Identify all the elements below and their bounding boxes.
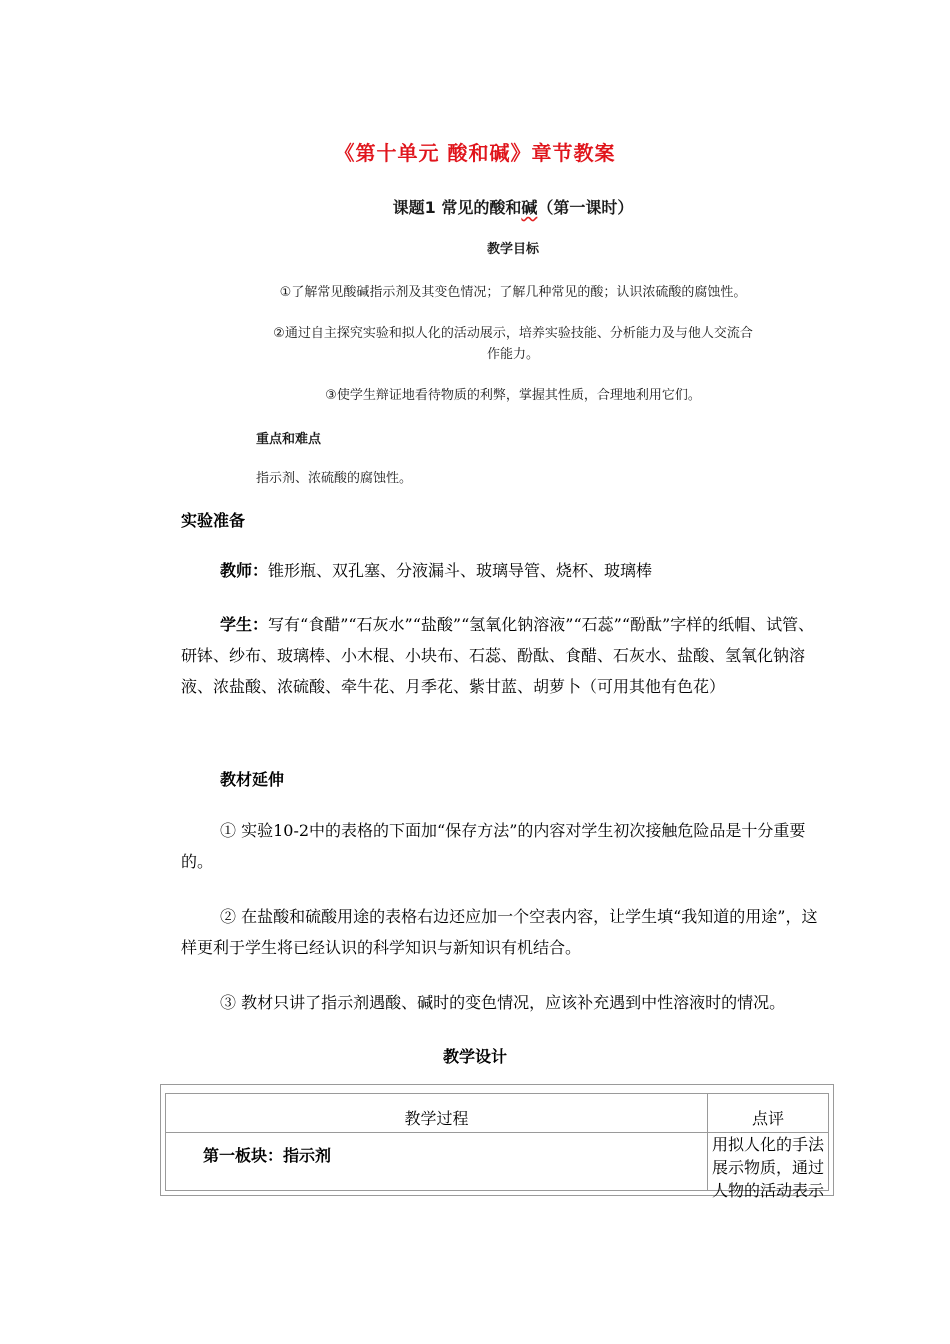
design-heading: 教学设计 [442,1047,507,1066]
goal-1: ①了解常见酸碱指示剂及其变色情况；了解几种常见的酸；认识浓硫酸的腐蚀性。 [279,285,747,300]
teacher-line [220,555,652,586]
design-table-inner [165,1093,829,1200]
prep-heading: 实验准备 [181,511,246,530]
teacher-text: 锥形瓶、双孔塞、分液漏斗、玻璃导管、烧杯、玻璃棒 [268,561,653,580]
lesson-title-post: （第一课时） [537,198,634,217]
header-comment: 点评 [751,1109,784,1128]
row1-comment: 用拟人化的手法展示物质，通过人物的活动表示 [712,1135,825,1200]
student-paragraph [181,609,821,702]
student-text: 写有“食醋”“石灰水”“盐酸”“氢氧化钠溶液”“石蕊”“酚酞”字样的纸帽、试管、研钵、纱布、玻璃棒、小木棍、小块布、石蕊、酚酞、食醋、石灰水、盐酸、氢氧化钠溶液、浓盐酸、浓硫酸、牵牛花、月季花、紫甘蓝、胡萝卜（可用其他有色花） [181,615,815,696]
goal-2-line-2: 作能力。 [486,347,539,362]
goal-3: ③使学生辩证地看待物质的利弊，掌握其性质，合理地利用它们。 [325,388,701,403]
lesson-title-wavy: 碱 [521,198,538,217]
key-points-heading: 重点和难点 [256,432,322,447]
lesson-title [181,195,845,218]
student-label: 学生： [220,615,269,634]
lesson-title-pre: 课题1 常见的酸和 [392,198,522,217]
header-process: 教学过程 [404,1109,469,1128]
extension-item-1: ① 实验10-2中的表格的下面加“保存方法”的内容对学生初次接触危险品是十分重要的。 [181,821,806,871]
document-title: 《第十单元 酸和碱》章节教案 [334,141,616,165]
embedded-lesson-image [181,185,845,488]
goal-2-line-1: ②通过自主探究实验和拟人化的活动展示，培养实验技能、分析能力及与他人交流合 [273,326,753,341]
extension-item-3: ③ 教材只讲了指示剂遇酸、碱时的变色情况，应该补充遇到中性溶液时的情况。 [220,993,786,1012]
goals-heading: 教学目标 [486,242,539,257]
key-points-text: 指示剂、浓硫酸的腐蚀性。 [256,471,413,486]
design-table [160,1084,834,1200]
row1-process: 第一板块：指示剂 [203,1146,332,1165]
extension-item-2: ② 在盐酸和硫酸用途的表格右边还应加一个空表内容，让学生填“我知道的用途”，这样更利于学生将已经认识的科学知识与新知识有机结合。 [181,907,818,957]
teacher-label: 教师： [220,561,269,580]
extension-heading: 教材延伸 [220,770,285,789]
